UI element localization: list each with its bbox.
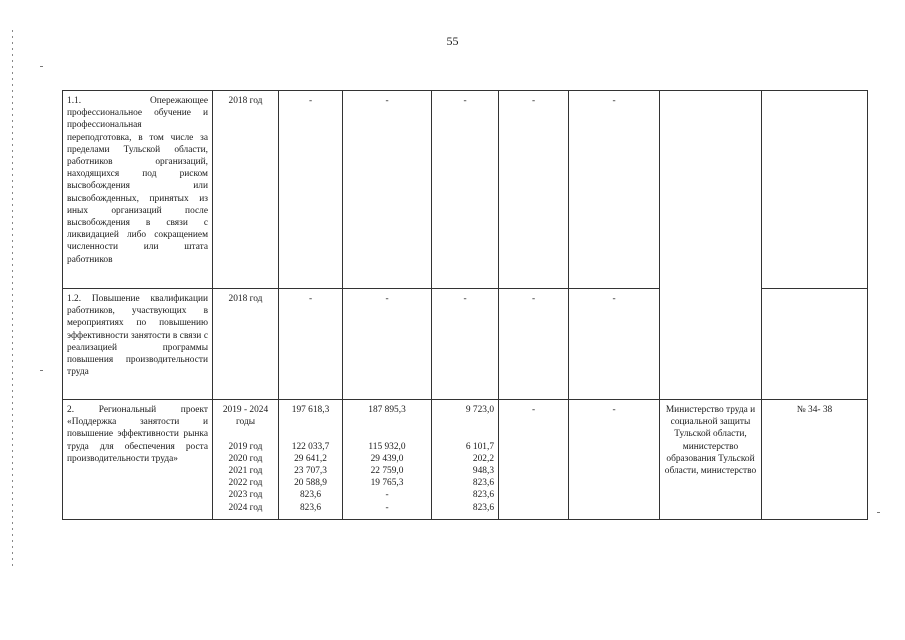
margin-tick <box>40 66 43 67</box>
row-year: 2018 год <box>213 289 279 400</box>
ref-cell-empty <box>762 289 868 400</box>
year-label: 2023 год <box>228 490 263 501</box>
executor-cell-empty <box>660 91 762 400</box>
year-label: 2020 год <box>228 453 263 464</box>
year-value: 823,6 <box>472 502 494 513</box>
table-row <box>63 400 868 520</box>
row-name: 1.1. Опережающее профессиональное обучение и профессиональная переподготовка, в том числе за пределами Тульской области, работников организаций, находящихся под риском высвобождения или высвобожденных, принятых из иных организаций после высвобождения в связи с ликвидацией либо сокращением численности или штата работников <box>63 91 213 289</box>
table-row <box>63 91 868 289</box>
year-value: 19 765,3 <box>370 478 404 489</box>
row-value-4: - <box>499 289 569 400</box>
year-value: 22 759,0 <box>370 465 404 476</box>
row-name: 1.2. Повышение квалификации работников, участвующих в мероприятиях по повышению эффективности занятости в связи с реализацией программы повышения производительности труда <box>63 289 213 400</box>
year-label: 2022 год <box>228 478 263 489</box>
margin-tick <box>877 512 880 513</box>
row-value-3 <box>432 400 499 520</box>
row-year-list <box>213 400 279 520</box>
row-value-4: - <box>499 400 569 520</box>
row-value-5: - <box>569 400 660 520</box>
year-value: - <box>385 490 389 501</box>
ref-cell-empty <box>762 91 868 289</box>
total-value: 9 723,0 <box>465 405 494 415</box>
year-label: 2024 год <box>228 502 263 513</box>
row-value-3: - <box>432 289 499 400</box>
row-value-2: - <box>343 289 432 400</box>
margin-tick <box>40 370 43 371</box>
row-value-5: - <box>569 91 660 289</box>
row-value-3: - <box>432 91 499 289</box>
year-value: 948,3 <box>472 465 494 476</box>
year-value: 20 588,9 <box>294 478 327 489</box>
reference-number: № 34- 38 <box>762 400 868 520</box>
margin-mark <box>12 30 13 570</box>
year-value: 115 932,0 <box>368 441 406 452</box>
page-number: 55 <box>446 34 459 48</box>
row-period: 2019 - 2024 годы <box>222 405 269 428</box>
row-name: 2. Региональный проект «Поддержка занятости и повышение эффективности рынка труда для обеспечения роста производительности труда» <box>63 400 213 520</box>
year-value: 29 641,2 <box>294 453 327 464</box>
year-value: 122 033,7 <box>291 441 330 452</box>
row-year: 2018 год <box>213 91 279 289</box>
total-value: 197 618,3 <box>291 405 330 415</box>
total-value: 187 895,3 <box>368 405 406 415</box>
row-value-1 <box>279 400 343 520</box>
program-table <box>62 90 868 520</box>
year-value: 823,6 <box>299 502 322 513</box>
year-value: 823,6 <box>299 490 322 501</box>
row-value-5: - <box>569 289 660 400</box>
year-label: 2021 год <box>228 465 263 476</box>
year-value: - <box>385 502 389 513</box>
row-value-2: - <box>343 91 432 289</box>
row-value-1: - <box>279 91 343 289</box>
row-value-4: - <box>499 91 569 289</box>
year-label: 2019 год <box>228 441 263 452</box>
year-value: 6 101,7 <box>465 441 494 452</box>
year-value: 823,6 <box>472 490 494 501</box>
row-value-1: - <box>279 289 343 400</box>
row-value-2 <box>343 400 432 520</box>
year-value: 202,2 <box>472 453 494 464</box>
executor: Министерство труда и социальной защиты Тульской области, министерство образования Тульской области, министерство <box>660 400 762 520</box>
year-value: 823,6 <box>472 478 494 489</box>
year-value: 29 439,0 <box>370 453 404 464</box>
year-value: 23 707,3 <box>294 465 327 476</box>
